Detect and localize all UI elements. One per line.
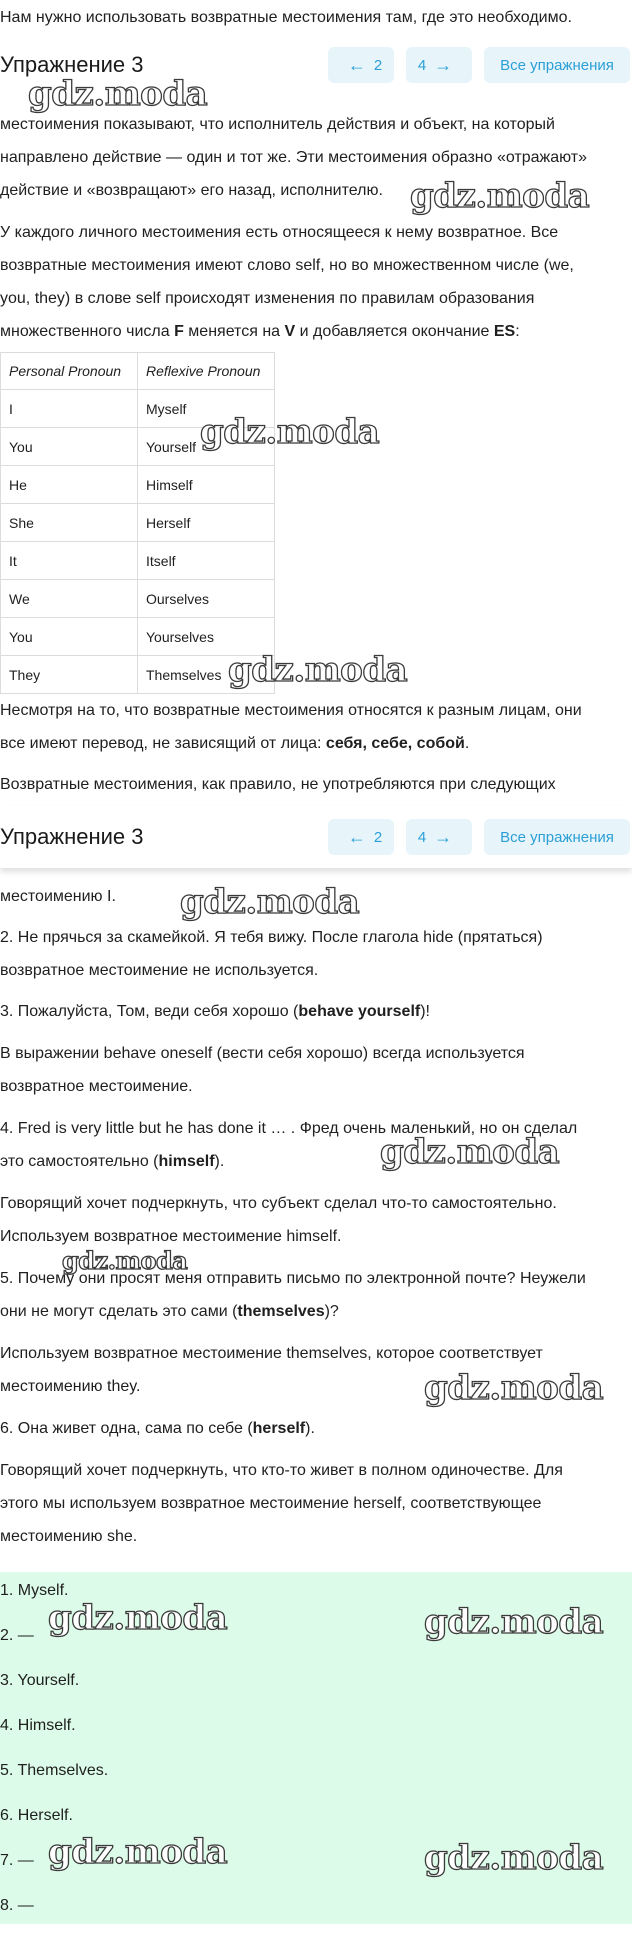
body-line: местоимения показывают, что исполнитель действия и объект, на который [0,116,555,133]
reflexive-pronoun: Himself [138,466,275,504]
body-line: это самостоятельно (himself). [0,1153,225,1170]
answer-item: 3. Yourself. [0,1672,80,1689]
body-line: 5. Почему они просят меня отправить письмо по электронной почте? Неужели [0,1270,586,1287]
prev-exercise-label: 2 [373,56,383,74]
watermark: gdz.moda [62,1246,188,1275]
personal-pronoun: He [1,466,138,504]
answer-item: 8. — [0,1897,34,1914]
body-line: 4. Fred is very little but he has done it … . Фред очень маленький, но он сделал [0,1120,578,1137]
intro-text: Нам нужно использовать возвратные местоимения там, где это необходимо. [0,9,572,26]
column-header: Reflexive Pronoun [138,353,275,390]
arrow-left-icon: ← [347,54,366,75]
arrow-left-icon: ← [347,826,366,847]
body-line: Несмотря на то, что возвратные местоимения относятся к разным лицам, они [0,702,582,719]
body-line: В выражении behave oneself (вести себя хорошо) всегда используется [0,1045,525,1062]
reflexive-pronoun: Myself [138,390,275,428]
reflexive-pronoun: Themselves [138,656,275,694]
table-row [1,466,275,504]
reflexive-pronoun: Yourself [138,428,275,466]
all-exercises-label: Все упражнения [500,56,614,74]
exercise-header-sticky [0,806,632,868]
next-exercise-button[interactable] [406,47,472,83]
watermark: gdz.moda [424,1602,604,1642]
reflexive-pronoun: Herself [138,504,275,542]
body-line: возвратное местоимение не используется. [0,962,319,979]
watermark: gdz.moda [424,1368,604,1408]
all-exercises-button[interactable] [484,819,630,855]
personal-pronoun: You [1,618,138,656]
table-row [1,542,275,580]
watermark: gdz.moda [28,74,208,114]
body-line: 6. Она живет одна, сама по себе (herself). [0,1420,315,1437]
body-line: Возвратные местоимения, как правило, не употребляются при следующих [0,776,556,793]
answer-item: 7. — [0,1852,34,1869]
arrow-right-icon: → [434,826,453,847]
personal-pronoun: We [1,580,138,618]
body-line: местоимению I. [0,888,116,905]
personal-pronoun: She [1,504,138,542]
watermark: gdz.moda [48,1832,228,1872]
watermark: gdz.moda [424,1838,604,1878]
all-exercises-button[interactable] [484,47,630,83]
all-exercises-label: Все упражнения [500,828,614,846]
body-line: 3. Пожалуйста, Том, веди себя хорошо (behave yourself)! [0,1003,430,1020]
body-line: все имеют перевод, не зависящий от лица: себя, себе, собой. [0,735,470,752]
table-row [1,504,275,542]
next-exercise-button[interactable] [406,819,472,855]
answer-item: 1. Myself. [0,1582,69,1599]
personal-pronoun: They [1,656,138,694]
watermark: gdz.moda [180,882,360,922]
body-line: 2. Не прячься за скамейкой. Я тебя вижу. После глагола hide (прятаться) [0,929,543,946]
body-line: возвратные местоимения имеют слово self, но во множественном числе (we, [0,257,574,274]
body-line: возвратное местоимение. [0,1078,193,1095]
body-line: Говорящий хочет подчеркнуть, что кто-то живет в полном одиночестве. Для [0,1462,563,1479]
next-exercise-label: 4 [417,56,427,74]
prev-exercise-button[interactable] [328,47,394,83]
body-line: Используем возвратное местоимение themselves, которое соответствует [0,1345,543,1362]
pronoun-table [0,352,275,694]
body-line: множественного числа F меняется на V и добавляется окончание ES: [0,323,520,340]
body-line: местоимению she. [0,1528,138,1545]
arrow-right-icon: → [434,54,453,75]
body-line: они не могут сделать это сами (themselves)? [0,1303,339,1320]
watermark: gdz.moda [48,1598,228,1638]
body-line: направлено действие — один и тот же. Эти местоимения образно «отражают» [0,149,588,166]
reflexive-pronoun: Ourselves [138,580,275,618]
next-exercise-label: 4 [417,828,427,846]
body-line: местоимению they. [0,1378,141,1395]
reflexive-pronoun: Itself [138,542,275,580]
answer-item: 5. Themselves. [0,1762,109,1779]
table-row [1,580,275,618]
prev-exercise-label: 2 [373,828,383,846]
page-title: Упражнение 3 [0,52,144,77]
page-title: Упражнение 3 [0,824,144,849]
body-line: you, they) в слове self происходят изменения по правилам образования [0,290,535,307]
watermark: gdz.moda [410,176,590,216]
answer-item: 4. Himself. [0,1717,76,1734]
answer-item: 2. — [0,1627,34,1644]
column-header: Personal Pronoun [1,353,138,390]
table-header-row [1,353,275,390]
prev-exercise-button[interactable] [328,819,394,855]
personal-pronoun: It [1,542,138,580]
answer-item: 6. Herself. [0,1807,73,1824]
watermark: gdz.moda [380,1132,560,1172]
watermark: gdz.moda [228,650,408,690]
body-line: действие и «возвращают» его назад, исполнителю. [0,182,383,199]
body-line: Используем возвратное местоимение himself. [0,1228,342,1245]
personal-pronoun: You [1,428,138,466]
reflexive-pronoun: Yourselves [138,618,275,656]
personal-pronoun: I [1,390,138,428]
body-line: У каждого личного местоимения есть относящееся к нему возвратное. Все [0,224,559,241]
body-line: этого мы используем возвратное местоимение herself, соответствующее [0,1495,542,1512]
body-line: Говорящий хочет подчеркнуть, что субъект сделал что-то самостоятельно. [0,1195,557,1212]
watermark: gdz.moda [200,412,380,452]
